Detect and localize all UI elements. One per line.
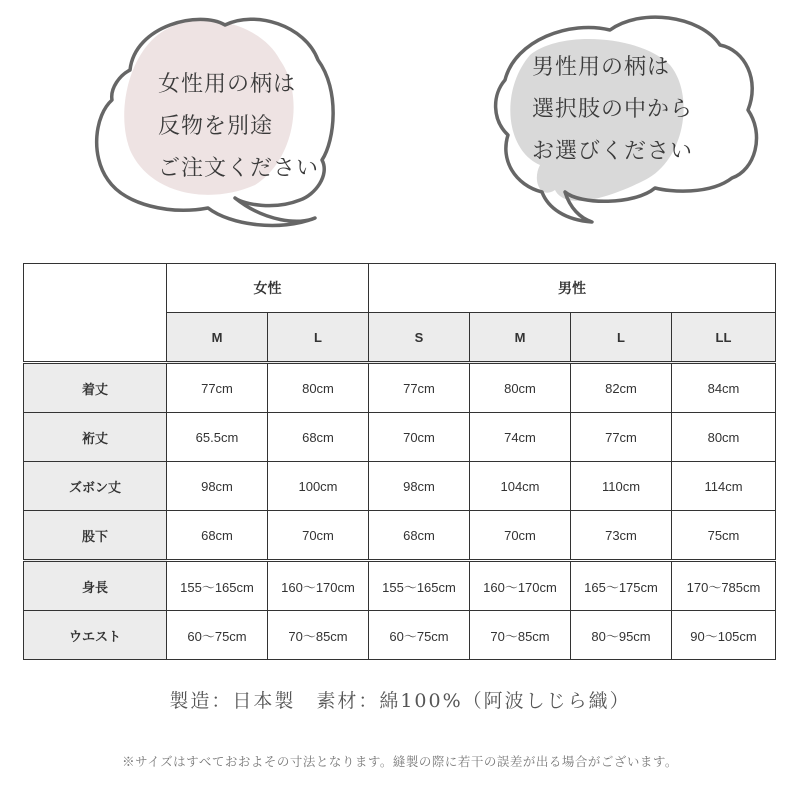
table-cell: 155〜165cm [369,561,470,611]
table-cell: 77cm [167,363,268,413]
table-cell: 98cm [369,462,470,511]
table-cell: 80cm [470,363,571,413]
size-table [23,263,776,660]
material-info: 製造：日本製 素材：綿100%（阿波しじら織） [169,690,631,712]
speech-bubble-female [90,0,350,232]
table-cell: 70〜85cm [268,611,369,660]
table-row [24,561,776,611]
bubble-line: お選びください [532,139,694,164]
size-disclaimer: ※サイズはすべておおよその寸法となります。縫製の際に若干の誤差が出る場合がございます。 [122,754,678,769]
speech-bubble-male [470,0,770,232]
table-cell: 98cm [167,462,268,511]
table-cell: 100cm [268,462,369,511]
size-header: M [167,313,268,363]
bubble-line: 反物を別途 [158,114,274,139]
size-header: M [470,313,571,363]
table-header-row [24,264,776,313]
table-cell: 68cm [167,511,268,561]
table-cell: 68cm [369,511,470,561]
table-cell: 84cm [672,363,776,413]
table-row [24,363,776,413]
size-header: L [571,313,672,363]
table-cell: 70cm [369,413,470,462]
table-cell: 80cm [672,413,776,462]
row-label: 身長 [24,561,167,611]
table-row [24,511,776,561]
table-cell: 60〜75cm [369,611,470,660]
group-header-male: 男性 [369,264,776,313]
table-cell: 60〜75cm [167,611,268,660]
bubble-line: ご注文ください [158,156,320,181]
corner-cell [24,264,167,363]
table-row [24,611,776,660]
size-header: S [369,313,470,363]
table-cell: 70cm [268,511,369,561]
row-label: 股下 [24,511,167,561]
row-label: 裄丈 [24,413,167,462]
table-cell: 104cm [470,462,571,511]
table-cell: 114cm [672,462,776,511]
table-cell: 170〜785cm [672,561,776,611]
table-cell: 74cm [470,413,571,462]
bubble-text-male [532,47,693,173]
table-row [24,413,776,462]
row-label: 着丈 [24,363,167,413]
table-cell: 90〜105cm [672,611,776,660]
table-cell: 80cm [268,363,369,413]
row-label: ウエスト [24,611,167,660]
bubble-line: 男性用の柄は [532,55,671,80]
table-cell: 110cm [571,462,672,511]
table-cell: 75cm [672,511,776,561]
bubble-text-female [158,64,319,190]
bubble-line: 女性用の柄は [158,72,297,97]
table-cell: 65.5cm [167,413,268,462]
table-row [24,462,776,511]
table-cell: 165〜175cm [571,561,672,611]
size-header: LL [672,313,776,363]
bubble-line: 選択肢の中から [532,97,694,122]
size-header: L [268,313,369,363]
table-cell: 80〜95cm [571,611,672,660]
table-cell: 155〜165cm [167,561,268,611]
table-cell: 77cm [369,363,470,413]
group-header-female: 女性 [167,264,369,313]
table-cell: 160〜170cm [268,561,369,611]
table-cell: 73cm [571,511,672,561]
row-label: ズボン丈 [24,462,167,511]
table-cell: 68cm [268,413,369,462]
table-cell: 70cm [470,511,571,561]
table-cell: 70〜85cm [470,611,571,660]
table-cell: 77cm [571,413,672,462]
table-cell: 160〜170cm [470,561,571,611]
table-cell: 82cm [571,363,672,413]
